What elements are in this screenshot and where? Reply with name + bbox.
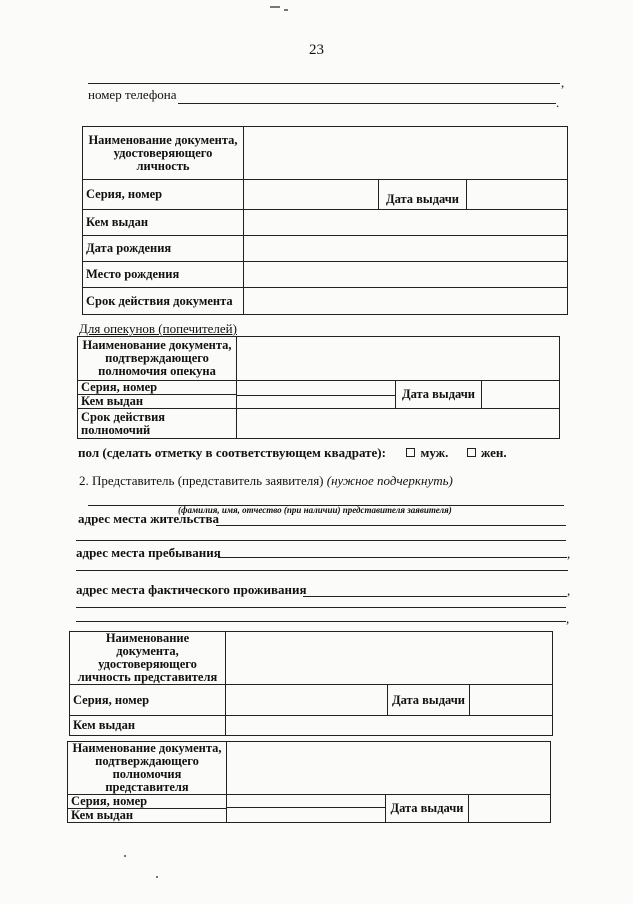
issue-date-field[interactable]: [467, 180, 568, 210]
line-period: .: [556, 95, 560, 110]
guardian-issue-date-field[interactable]: [482, 381, 560, 409]
identity-document-table: [82, 126, 568, 315]
rep-series-number-field[interactable]: [226, 685, 388, 716]
guardian-issue-date-label: Дата выдачи: [396, 381, 482, 409]
phone-field[interactable]: [178, 103, 556, 104]
representative-name-caption: (фамилия, имя, отчество (при наличии) представителя заявителя): [178, 505, 452, 515]
sex-row: [78, 446, 507, 460]
female-checkbox[interactable]: [467, 448, 476, 457]
representative-identity-table: [69, 631, 553, 736]
residence-address-label: адрес места жительства: [78, 511, 220, 526]
series-number-field[interactable]: [244, 180, 379, 210]
stay-comma: ,: [567, 546, 571, 561]
stay-address-field[interactable]: [218, 557, 567, 558]
rep-auth-issue-date-label: Дата выдачи: [386, 795, 469, 823]
guardian-issued-by-label: Кем выдан: [78, 395, 237, 409]
phone-label: номер телефона: [88, 87, 177, 102]
guardian-authority-table: [77, 336, 560, 439]
guardian-series-number-label: Серия, номер: [78, 381, 237, 395]
rep-auth-doc-name-label: Наименование документа, подтверждающего полномочия представителя: [68, 742, 227, 795]
birth-date-field[interactable]: [244, 236, 568, 262]
validity-label: Срок действия документа: [83, 288, 244, 315]
scan-speck: [124, 855, 126, 857]
scan-speck: [270, 6, 280, 8]
issued-by-field[interactable]: [244, 210, 568, 236]
stay-address-field-2[interactable]: [76, 570, 568, 571]
issued-by-label: Кем выдан: [83, 210, 244, 236]
scan-speck: [156, 876, 158, 878]
female-label: жен.: [480, 445, 507, 460]
guardian-doc-name-label: Наименование документа, подтверждающего полномочия опекуна: [78, 337, 237, 381]
actual-address-field-2[interactable]: [76, 607, 566, 608]
line-comma: ,: [561, 75, 565, 90]
actual-address-field-3[interactable]: [76, 621, 566, 622]
rep-doc-name-field[interactable]: [226, 632, 553, 685]
fill-line[interactable]: [88, 83, 560, 84]
doc-name-field[interactable]: [244, 127, 568, 180]
rep-auth-issued-by-label: Кем выдан: [68, 809, 227, 823]
rep-issued-by-field[interactable]: [226, 716, 553, 736]
rep-auth-doc-name-field[interactable]: [227, 742, 551, 795]
rep-issue-date-label: Дата выдачи: [388, 685, 470, 716]
doc-name-label: Наименование документа, удостоверяющего личность: [83, 127, 244, 180]
stay-address-label: адрес места пребывания: [76, 545, 221, 560]
representative-heading-note: (нужное подчеркнуть): [326, 473, 453, 488]
validity-field[interactable]: [244, 288, 568, 315]
male-checkbox[interactable]: [406, 448, 415, 457]
page-number: 23: [309, 42, 324, 58]
rep-auth-series-number-field[interactable]: [227, 795, 386, 823]
guardian-validity-label: Срок действия полномочий: [78, 409, 237, 439]
rep-auth-issue-date-field[interactable]: [469, 795, 551, 823]
residence-address-field[interactable]: [216, 525, 566, 526]
birth-place-label: Место рождения: [83, 262, 244, 288]
rep-doc-name-label: Наименование документа, удостоверяющего личность представителя: [70, 632, 226, 685]
actual-comma: ,: [567, 583, 571, 598]
actual-comma-2: ,: [566, 611, 570, 626]
representative-heading-row: [79, 474, 453, 488]
guardian-series-number-field[interactable]: [237, 381, 396, 409]
guardians-heading: Для опекунов (попечителей): [79, 321, 237, 336]
series-number-label: Серия, номер: [83, 180, 244, 210]
rep-issue-date-field[interactable]: [470, 685, 553, 716]
scan-speck: [284, 9, 288, 11]
male-label: муж.: [420, 445, 449, 460]
guardian-validity-field[interactable]: [237, 409, 560, 439]
birth-date-label: Дата рождения: [83, 236, 244, 262]
issue-date-label: Дата выдачи: [379, 180, 467, 210]
rep-series-number-label: Серия, номер: [70, 685, 226, 716]
sex-label: пол (сделать отметку в соответствующем квадрате):: [78, 445, 386, 460]
rep-issued-by-label: Кем выдан: [70, 716, 226, 736]
residence-address-field-2[interactable]: [76, 540, 566, 541]
guardian-doc-name-field[interactable]: [237, 337, 560, 381]
birth-place-field[interactable]: [244, 262, 568, 288]
rep-auth-series-number-label: Серия, номер: [68, 795, 227, 809]
actual-address-label: адрес места фактического проживания: [76, 582, 307, 597]
representative-authority-table: [67, 741, 551, 823]
actual-address-field[interactable]: [303, 596, 567, 597]
representative-heading: 2. Представитель (представитель заявителя): [79, 473, 324, 488]
